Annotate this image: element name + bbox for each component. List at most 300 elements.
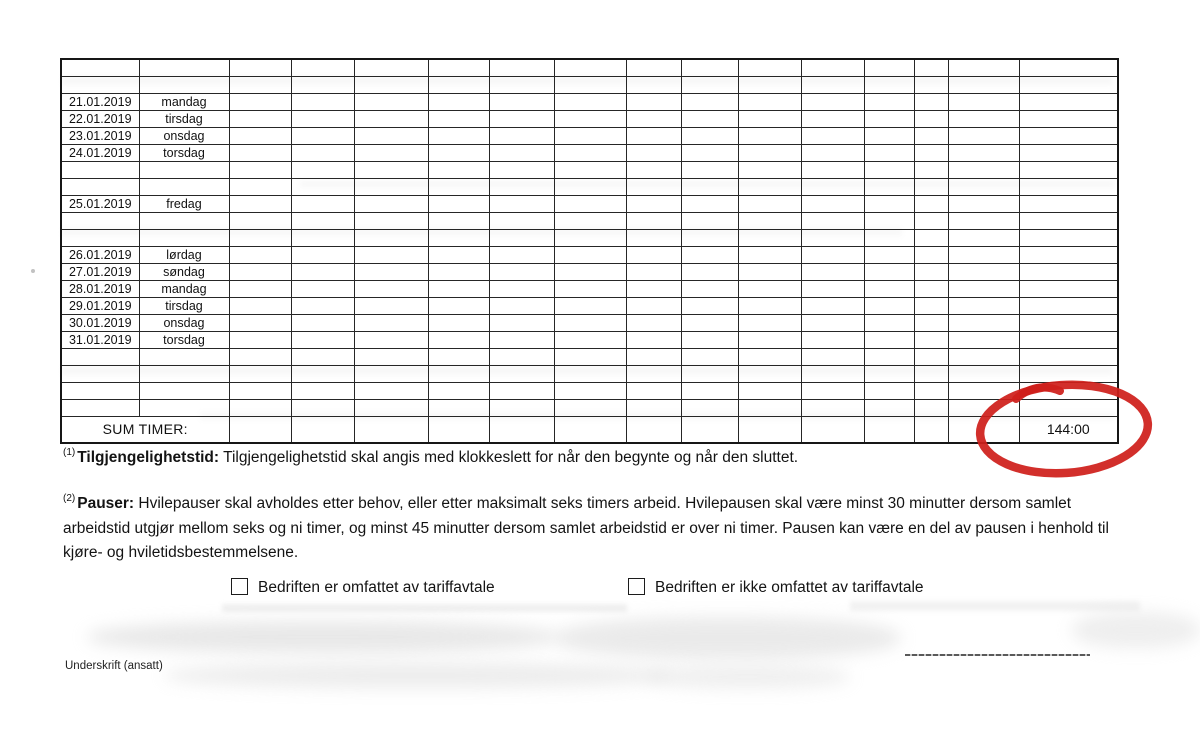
- hours-cell: [229, 162, 291, 179]
- hours-cell: [681, 59, 738, 77]
- hours-cell: [914, 298, 948, 315]
- weekday-cell: mandag: [139, 94, 229, 111]
- footnote-marker: (2): [63, 493, 76, 504]
- footnote-lead: Tilgjengelighetstid:: [77, 449, 220, 466]
- date-cell: 31.01.2019: [61, 332, 139, 349]
- hours-cell: [681, 417, 738, 444]
- hours-cell: [626, 213, 681, 230]
- hours-cell: [914, 162, 948, 179]
- date-cell: 30.01.2019: [61, 315, 139, 332]
- hours-cell: [948, 247, 1019, 264]
- hours-cell: [354, 247, 428, 264]
- hours-cell: [354, 145, 428, 162]
- hours-cell: [229, 400, 291, 417]
- hours-cell: [291, 77, 354, 94]
- hours-cell: [948, 162, 1019, 179]
- weekday-cell: søndag: [139, 264, 229, 281]
- footnote-text: Hvilepauser skal avholdes etter behov, eller etter maksimalt seks timers arbeid. Hvilepausen skal være minst 30 minutter dersom samlet arbeidstid utgjør mellom seks og ni timer, og minst 45 minutter dersom samlet arbeidstid er over ni timer. Pausen kan være en del av pausen i henhold til kjøre- og hviletidsbestemmelsene.: [63, 495, 1109, 561]
- hours-cell: [554, 332, 626, 349]
- weekday-cell: fredag: [139, 196, 229, 213]
- hours-cell: [626, 332, 681, 349]
- hours-cell: [229, 281, 291, 298]
- hours-cell: [864, 94, 914, 111]
- hours-cell: [681, 247, 738, 264]
- hours-cell: [489, 111, 554, 128]
- hours-cell: [801, 383, 864, 400]
- hours-cell: [864, 213, 914, 230]
- scan-dot: [31, 269, 35, 273]
- weekday-cell: mandag: [139, 281, 229, 298]
- hours-cell: [864, 264, 914, 281]
- hours-cell: [948, 417, 1019, 444]
- table-row: [61, 400, 1118, 417]
- hours-cell: [554, 179, 626, 196]
- hours-cell: [428, 400, 489, 417]
- table-row: [61, 213, 1118, 230]
- hours-cell: [681, 281, 738, 298]
- hours-cell: [229, 247, 291, 264]
- hours-cell: [738, 196, 801, 213]
- hours-cell: [914, 264, 948, 281]
- checkbox-tariff-no[interactable]: [628, 579, 924, 597]
- table-row: [61, 179, 1118, 196]
- weekday-cell: onsdag: [139, 315, 229, 332]
- hours-cell: [1019, 162, 1118, 179]
- hours-cell: [738, 179, 801, 196]
- signature-caption: Underskrift (ansatt): [65, 660, 163, 672]
- sum-value: 144:00: [1019, 417, 1118, 444]
- hours-cell: [554, 128, 626, 145]
- hours-cell: [914, 77, 948, 94]
- table-row: [61, 366, 1118, 383]
- date-cell: [61, 230, 139, 247]
- hours-cell: [489, 128, 554, 145]
- hours-cell: [626, 400, 681, 417]
- date-cell: [61, 162, 139, 179]
- hours-cell: [554, 162, 626, 179]
- hours-cell: [354, 94, 428, 111]
- hours-cell: [428, 77, 489, 94]
- hours-cell: [914, 94, 948, 111]
- hours-cell: [554, 77, 626, 94]
- hours-cell: [864, 230, 914, 247]
- hours-cell: [428, 213, 489, 230]
- hours-cell: [864, 179, 914, 196]
- weekday-cell: [139, 179, 229, 196]
- hours-cell: [626, 366, 681, 383]
- table-row: [61, 162, 1118, 179]
- hours-cell: [229, 349, 291, 366]
- hours-cell: [738, 247, 801, 264]
- hours-cell: [428, 383, 489, 400]
- hours-cell: [1019, 179, 1118, 196]
- hours-cell: [291, 179, 354, 196]
- hours-cell: [428, 417, 489, 444]
- hours-cell: [681, 213, 738, 230]
- hours-cell: [801, 94, 864, 111]
- hours-cell: [864, 162, 914, 179]
- hours-cell: [626, 247, 681, 264]
- hours-cell: [1019, 281, 1118, 298]
- redacted-signature-blur: [1072, 612, 1200, 648]
- hours-cell: [738, 315, 801, 332]
- table-row: [61, 332, 1118, 349]
- hours-cell: [428, 247, 489, 264]
- hours-cell: [914, 247, 948, 264]
- hours-cell: [681, 315, 738, 332]
- hours-cell: [681, 94, 738, 111]
- hours-cell: [1019, 264, 1118, 281]
- hours-cell: [354, 213, 428, 230]
- hours-cell: [1019, 298, 1118, 315]
- hours-cell: [681, 196, 738, 213]
- hours-cell: [489, 162, 554, 179]
- hours-cell: [914, 383, 948, 400]
- hours-cell: [354, 400, 428, 417]
- weekday-cell: tirsdag: [139, 111, 229, 128]
- hours-cell: [801, 213, 864, 230]
- hours-cell: [626, 315, 681, 332]
- hours-cell: [354, 196, 428, 213]
- table-row: [61, 281, 1118, 298]
- hours-cell: [1019, 366, 1118, 383]
- hours-cell: [229, 59, 291, 77]
- hours-cell: [489, 59, 554, 77]
- hours-cell: [1019, 315, 1118, 332]
- hours-cell: [914, 179, 948, 196]
- hours-cell: [489, 196, 554, 213]
- hours-cell: [354, 383, 428, 400]
- hours-cell: [489, 77, 554, 94]
- hours-cell: [291, 315, 354, 332]
- hours-cell: [354, 281, 428, 298]
- hours-cell: [489, 94, 554, 111]
- hours-cell: [626, 179, 681, 196]
- hours-cell: [1019, 111, 1118, 128]
- hours-cell: [554, 213, 626, 230]
- hours-cell: [554, 383, 626, 400]
- hours-cell: [948, 94, 1019, 111]
- hours-cell: [681, 264, 738, 281]
- hours-cell: [1019, 383, 1118, 400]
- hours-cell: [738, 213, 801, 230]
- hours-cell: [428, 315, 489, 332]
- hours-cell: [489, 247, 554, 264]
- weekday-cell: lørdag: [139, 247, 229, 264]
- hours-cell: [229, 196, 291, 213]
- redacted-signature-blur: [555, 617, 900, 659]
- table-row: [61, 77, 1118, 94]
- hours-cell: [864, 349, 914, 366]
- hours-cell: [864, 298, 914, 315]
- hours-cell: [1019, 196, 1118, 213]
- hours-cell: [948, 264, 1019, 281]
- date-cell: [61, 213, 139, 230]
- weekday-cell: [139, 349, 229, 366]
- hours-cell: [738, 366, 801, 383]
- hours-cell: [554, 196, 626, 213]
- hours-cell: [914, 417, 948, 444]
- hours-cell: [354, 111, 428, 128]
- weekday-cell: [139, 213, 229, 230]
- hours-cell: [229, 315, 291, 332]
- hours-cell: [489, 349, 554, 366]
- redacted-signature-blur: [165, 663, 670, 688]
- hours-cell: [801, 400, 864, 417]
- date-cell: 21.01.2019: [61, 94, 139, 111]
- hours-cell: [354, 77, 428, 94]
- hours-cell: [291, 196, 354, 213]
- hours-cell: [428, 298, 489, 315]
- date-cell: [61, 349, 139, 366]
- checkbox-icon[interactable]: [231, 578, 248, 595]
- footnote-marker: (1): [63, 447, 76, 458]
- hours-cell: [948, 196, 1019, 213]
- hours-cell: [914, 111, 948, 128]
- hours-cell: [626, 230, 681, 247]
- hours-cell: [948, 383, 1019, 400]
- hours-cell: [1019, 77, 1118, 94]
- hours-cell: [864, 417, 914, 444]
- hours-cell: [428, 366, 489, 383]
- table-row: [61, 315, 1118, 332]
- hours-cell: [428, 349, 489, 366]
- hours-cell: [291, 111, 354, 128]
- hours-cell: [626, 417, 681, 444]
- hours-cell: [738, 400, 801, 417]
- hours-cell: [1019, 59, 1118, 77]
- date-cell: 24.01.2019: [61, 145, 139, 162]
- hours-cell: [801, 77, 864, 94]
- hours-cell: [681, 77, 738, 94]
- hours-cell: [354, 417, 428, 444]
- hours-cell: [801, 332, 864, 349]
- hours-cell: [914, 366, 948, 383]
- date-cell: 28.01.2019: [61, 281, 139, 298]
- hours-cell: [948, 213, 1019, 230]
- hours-cell: [948, 128, 1019, 145]
- hours-cell: [1019, 94, 1118, 111]
- hours-cell: [229, 213, 291, 230]
- hours-cell: [354, 298, 428, 315]
- table-row: [61, 59, 1118, 77]
- hours-cell: [914, 213, 948, 230]
- hours-cell: [738, 111, 801, 128]
- hours-cell: [948, 230, 1019, 247]
- hours-cell: [554, 264, 626, 281]
- date-cell: 29.01.2019: [61, 298, 139, 315]
- hours-cell: [801, 315, 864, 332]
- hours-cell: [554, 59, 626, 77]
- hours-cell: [948, 59, 1019, 77]
- hours-cell: [864, 111, 914, 128]
- hours-cell: [801, 162, 864, 179]
- hours-cell: [291, 230, 354, 247]
- hours-cell: [291, 213, 354, 230]
- hours-cell: [626, 349, 681, 366]
- hours-cell: [864, 366, 914, 383]
- weekday-cell: torsdag: [139, 332, 229, 349]
- hours-cell: [291, 281, 354, 298]
- hours-cell: [948, 366, 1019, 383]
- hours-cell: [626, 77, 681, 94]
- hours-cell: [354, 162, 428, 179]
- hours-cell: [801, 264, 864, 281]
- hours-cell: [489, 417, 554, 444]
- hours-cell: [738, 230, 801, 247]
- hours-cell: [229, 417, 291, 444]
- hours-cell: [948, 349, 1019, 366]
- table-row: [61, 349, 1118, 366]
- hours-cell: [948, 281, 1019, 298]
- hours-cell: [738, 264, 801, 281]
- hours-cell: [801, 230, 864, 247]
- hours-cell: [354, 179, 428, 196]
- hours-cell: [681, 162, 738, 179]
- checkbox-label: Bedriften er ikke omfattet av tariffavtale: [655, 579, 924, 596]
- redacted-signature-blur: [645, 666, 850, 688]
- table-row: [61, 111, 1118, 128]
- hours-cell: [354, 264, 428, 281]
- table-row: [61, 94, 1118, 111]
- hours-cell: [948, 298, 1019, 315]
- hours-cell: [428, 162, 489, 179]
- hours-cell: [229, 366, 291, 383]
- hours-cell: [1019, 247, 1118, 264]
- date-cell: 25.01.2019: [61, 196, 139, 213]
- hours-cell: [626, 128, 681, 145]
- hours-cell: [801, 281, 864, 298]
- hours-cell: [354, 230, 428, 247]
- hours-cell: [554, 247, 626, 264]
- hours-cell: [291, 145, 354, 162]
- hours-cell: [801, 145, 864, 162]
- hours-cell: [948, 315, 1019, 332]
- hours-cell: [428, 230, 489, 247]
- hours-cell: [229, 264, 291, 281]
- hours-cell: [681, 332, 738, 349]
- weekday-cell: [139, 77, 229, 94]
- hours-cell: [291, 247, 354, 264]
- weekday-cell: [139, 162, 229, 179]
- hours-cell: [554, 400, 626, 417]
- signature-line: [905, 654, 1090, 656]
- hours-cell: [291, 94, 354, 111]
- checkbox-icon[interactable]: [628, 578, 645, 595]
- scan-streak: [222, 604, 627, 612]
- hours-cell: [738, 417, 801, 444]
- hours-cell: [354, 349, 428, 366]
- hours-cell: [428, 128, 489, 145]
- hours-cell: [489, 366, 554, 383]
- hours-cell: [948, 77, 1019, 94]
- hours-cell: [428, 196, 489, 213]
- hours-cell: [229, 145, 291, 162]
- hours-cell: [948, 111, 1019, 128]
- hours-cell: [428, 281, 489, 298]
- hours-cell: [291, 298, 354, 315]
- hours-cell: [626, 298, 681, 315]
- hours-cell: [489, 281, 554, 298]
- hours-cell: [291, 162, 354, 179]
- hours-cell: [626, 196, 681, 213]
- hours-cell: [554, 366, 626, 383]
- hours-cell: [229, 179, 291, 196]
- hours-cell: [914, 145, 948, 162]
- hours-cell: [801, 128, 864, 145]
- hours-cell: [291, 383, 354, 400]
- hours-cell: [864, 196, 914, 213]
- hours-cell: [428, 111, 489, 128]
- hours-cell: [626, 383, 681, 400]
- hours-cell: [681, 179, 738, 196]
- hours-cell: [554, 111, 626, 128]
- hours-cell: [554, 417, 626, 444]
- hours-cell: [626, 281, 681, 298]
- hours-cell: [914, 196, 948, 213]
- sum-row: [61, 417, 1118, 444]
- hours-cell: [229, 94, 291, 111]
- footnote-lead: Pauser:: [77, 495, 135, 512]
- hours-cell: [291, 400, 354, 417]
- hours-cell: [864, 247, 914, 264]
- hours-cell: [914, 281, 948, 298]
- hours-cell: [626, 111, 681, 128]
- hours-cell: [914, 400, 948, 417]
- hours-cell: [948, 332, 1019, 349]
- weekday-cell: [139, 230, 229, 247]
- hours-cell: [948, 145, 1019, 162]
- hours-cell: [428, 145, 489, 162]
- table-row: [61, 196, 1118, 213]
- sum-label: SUM TIMER:: [61, 417, 229, 444]
- hours-cell: [864, 332, 914, 349]
- hours-cell: [354, 366, 428, 383]
- hours-cell: [738, 383, 801, 400]
- scan-streak: [850, 601, 1140, 611]
- hours-cell: [554, 315, 626, 332]
- hours-cell: [489, 213, 554, 230]
- hours-cell: [291, 349, 354, 366]
- hours-cell: [1019, 213, 1118, 230]
- date-cell: [61, 400, 139, 417]
- hours-cell: [914, 230, 948, 247]
- hours-cell: [354, 128, 428, 145]
- checkbox-tariff-yes[interactable]: [231, 579, 495, 597]
- weekday-cell: [139, 400, 229, 417]
- date-cell: 23.01.2019: [61, 128, 139, 145]
- hours-cell: [354, 315, 428, 332]
- date-cell: [61, 179, 139, 196]
- weekday-cell: [139, 366, 229, 383]
- date-cell: [61, 77, 139, 94]
- hours-cell: [738, 162, 801, 179]
- hours-cell: [864, 59, 914, 77]
- hours-cell: [948, 179, 1019, 196]
- hours-cell: [291, 332, 354, 349]
- hours-cell: [229, 332, 291, 349]
- checkbox-label: Bedriften er omfattet av tariffavtale: [258, 579, 495, 596]
- redacted-signature-blur: [88, 621, 558, 653]
- date-cell: [61, 383, 139, 400]
- timesheet-table: [60, 58, 1119, 444]
- hours-cell: [489, 298, 554, 315]
- hours-cell: [428, 94, 489, 111]
- hours-cell: [354, 59, 428, 77]
- table-row: [61, 145, 1118, 162]
- hours-cell: [489, 332, 554, 349]
- hours-cell: [229, 111, 291, 128]
